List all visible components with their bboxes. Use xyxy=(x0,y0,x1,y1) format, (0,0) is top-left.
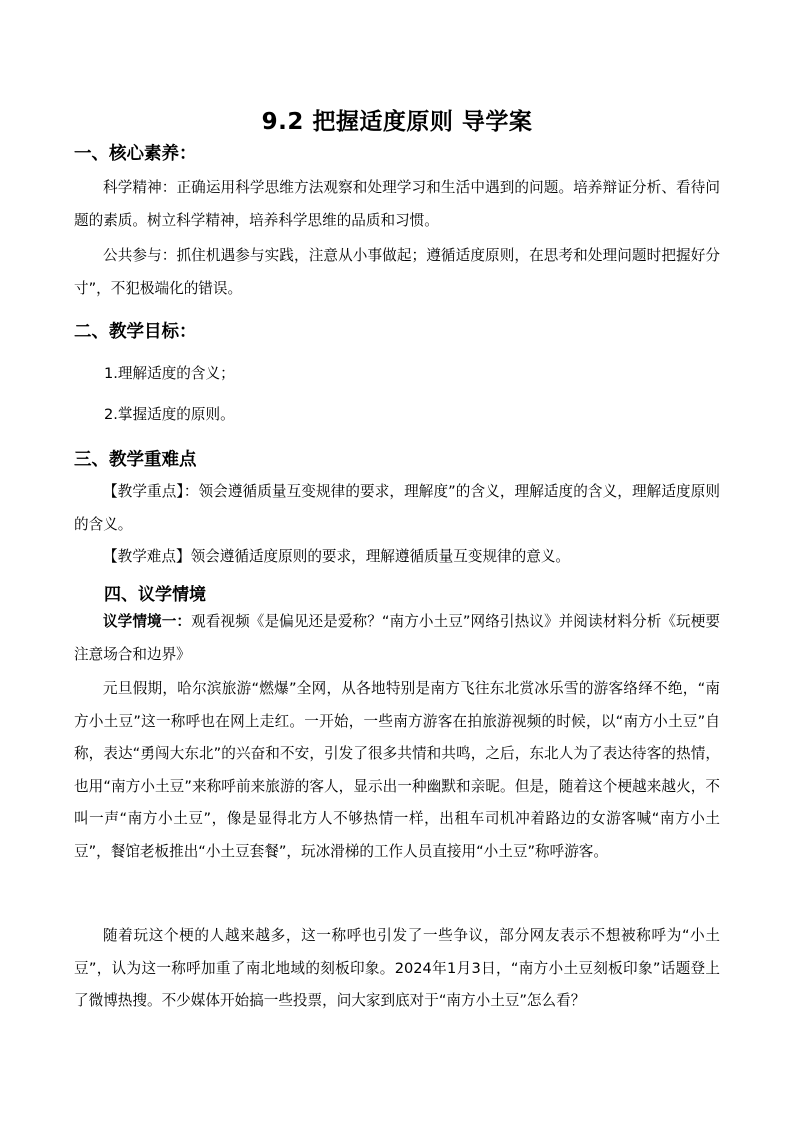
heading-core-literacy: 一、核心素养： xyxy=(74,144,197,164)
scenario-intro-label: 议学情境一： xyxy=(103,613,192,630)
heading-key-difficulties: 三、教学重难点 xyxy=(74,450,197,470)
heading-scenario: 四、议学情境 xyxy=(104,585,206,605)
paragraph-scientific-spirit: 科学精神：正确运用科学思维方法观察和处理学习和生活中遇到的问题。培养辩证分析、看待问题的素质。树立科学精神，培养科学思维的品质和习惯。 xyxy=(74,179,720,229)
teaching-focus-text: ：领会遵循质量互变规律的要求，理解度”的含义，理解适度的含义，理解适度原则的含义。 xyxy=(74,483,720,533)
goal-item-2: 2.掌握适度的原则。 xyxy=(104,406,235,423)
paragraph-teaching-focus xyxy=(74,476,720,541)
document-title: 9.2 把握适度原则 导学案 xyxy=(261,109,533,135)
paragraph-public-participation: 公共参与：抓住机遇参与实践，注意从小事做起；遵循适度原则，在思考和处理问题时把握好分寸”，不犯极端化的错误。 xyxy=(74,247,720,297)
paragraph-teaching-difficulty xyxy=(74,541,720,574)
teaching-difficulty-label: 【教学难点】 xyxy=(103,548,191,565)
teaching-focus-label: 【教学重点】 xyxy=(103,483,184,500)
heading-teaching-goals: 二、教学目标： xyxy=(74,322,197,342)
scenario-intro-text: 观看视频《是偏见还是爱称？“南方小土豆”网络引热议》并阅读材料分析《玩梗要注意场合和边界》 xyxy=(74,613,720,663)
paragraph-material-1: 元旦假期，哈尔滨旅游“燃爆”全网，从各地特别是南方飞往东北赏冰乐雪的游客络绎不绝，“南方小土豆”这一称呼也在网上走红。一开始，一些南方游客在拍旅游视频的时候，以“南方小土豆”自称，表达“勇闯大东北”的兴奋和不安，引发了很多共情和共鸣，之后，东北人为了表达待客的热情，也用“南方小土豆”来称呼前来旅游的客人，显示出一种幽默和亲昵。但是，随着这个梗越来越火，不叫一声“南方小土豆”，像是显得北方人不够热情一样，出租车司机冲着路边的女游客喊“南方小土豆”，餐馆老板推出“小土豆套餐”，玩冰滑梯的工作人员直接用“小土豆”称呼游客。 xyxy=(74,680,720,860)
paragraph-material-2: 随着玩这个梗的人越来越多，这一称呼也引发了一些争议，部分网友表示不想被称呼为“小土豆”，认为这一称呼加重了南北地域的刻板印象。2024年1月3日，“南方小土豆刻板印象”话题登上了微博热搜。不少媒体开始搞一些投票，问大家到底对于“南方小土豆”怎么看？ xyxy=(74,927,720,1009)
paragraph-scenario-intro xyxy=(74,606,720,671)
teaching-difficulty-text: 领会遵循适度原则的要求，理解遵循质量互变规律的意义。 xyxy=(190,548,571,565)
goal-item-1: 1.理解适度的含义； xyxy=(104,365,235,382)
